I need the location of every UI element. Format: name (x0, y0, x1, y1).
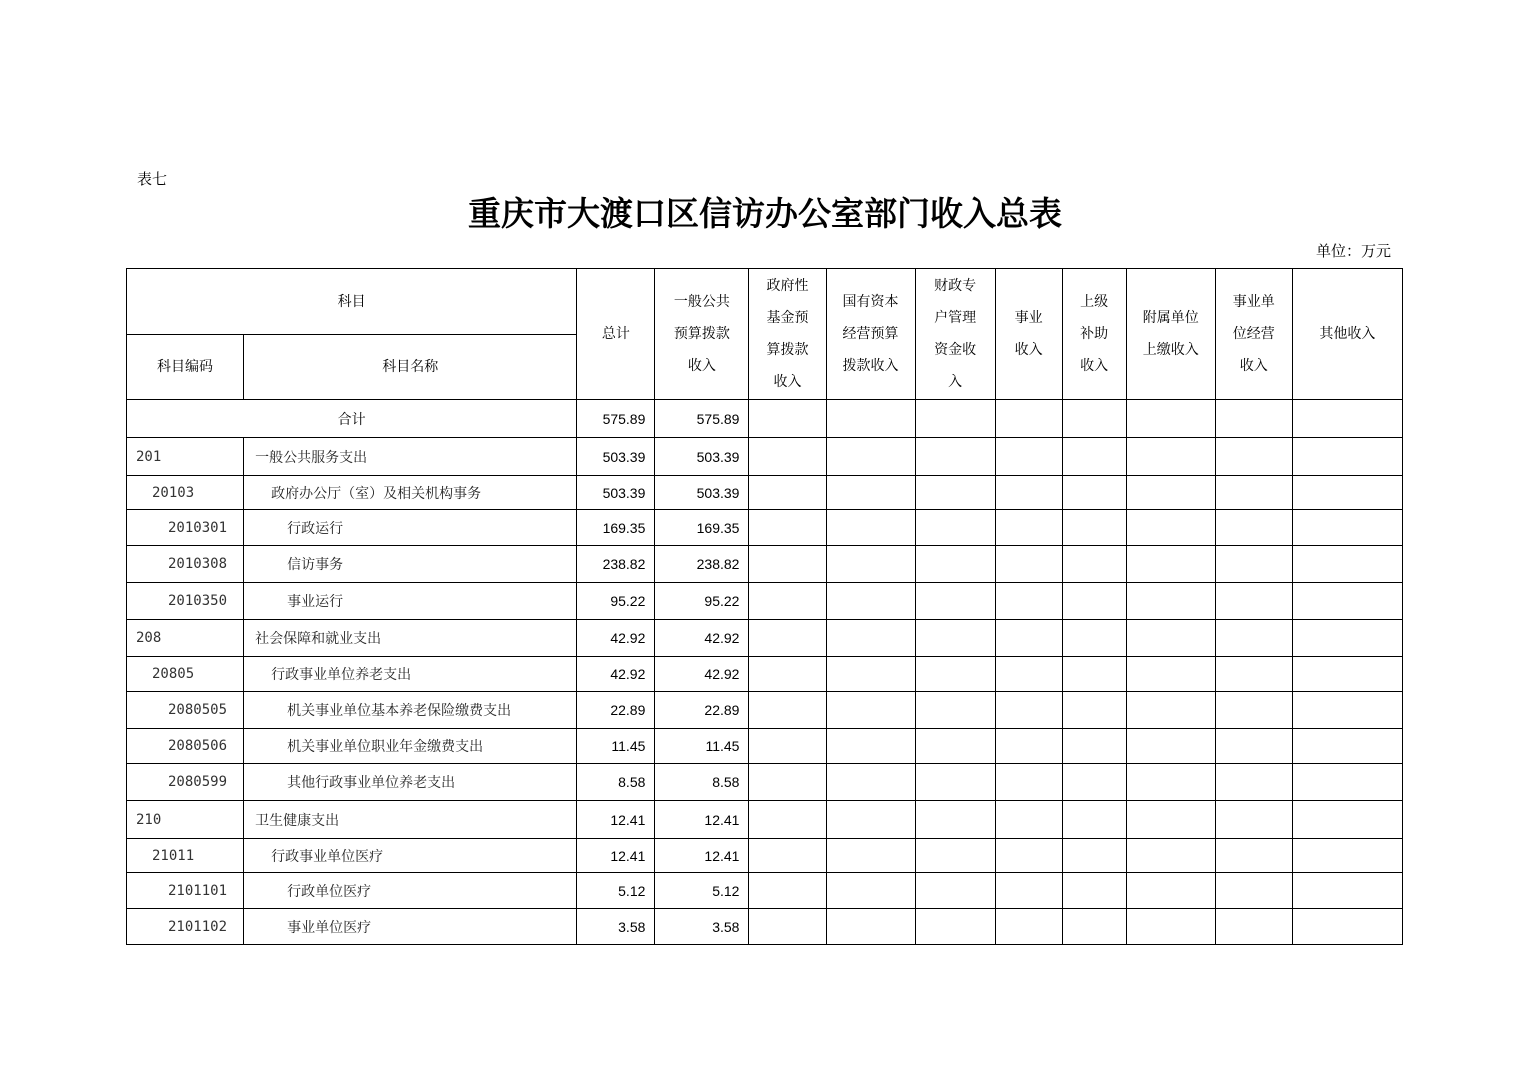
empty-cell (1215, 764, 1292, 801)
empty-cell (1126, 729, 1215, 764)
empty-cell (1126, 546, 1215, 583)
header-line: 收入 (1014, 342, 1043, 358)
empty-cell (915, 729, 995, 764)
empty-cell (915, 546, 995, 583)
empty-cell (749, 400, 826, 438)
table-row (127, 620, 1403, 657)
header-subject-code: 科目编码 (127, 335, 244, 400)
subject-name-cell: 机关事业单位职业年金缴费支出 (244, 729, 577, 764)
empty-cell (1062, 839, 1126, 873)
table-row (127, 438, 1403, 476)
empty-cell (995, 873, 1062, 909)
header-line: 户管理 (934, 310, 977, 326)
subject-name-cell: 信访事务 (244, 546, 577, 583)
empty-cell (826, 909, 915, 945)
subject-code-cell: 210 (127, 801, 244, 839)
general-budget-cell: 503.39 (655, 438, 749, 476)
subject-name-cell: 其他行政事业单位养老支出 (244, 764, 577, 801)
empty-cell (749, 909, 826, 945)
empty-cell (1292, 839, 1402, 873)
general-budget-cell: 95.22 (655, 583, 749, 620)
subject-name-cell: 行政单位医疗 (244, 873, 577, 909)
empty-cell (1126, 620, 1215, 657)
empty-cell (1062, 657, 1126, 692)
subject-code-cell: 2080599 (127, 764, 244, 801)
empty-cell (1292, 909, 1402, 945)
empty-cell (1292, 801, 1402, 839)
table-row (127, 909, 1403, 945)
empty-cell (749, 692, 826, 729)
header-business-income (995, 269, 1062, 400)
subject-name-cell: 机关事业单位基本养老保险缴费支出 (244, 692, 577, 729)
empty-cell (995, 583, 1062, 620)
empty-cell (995, 764, 1062, 801)
subject-code-cell: 208 (127, 620, 244, 657)
header-affiliated-remit (1126, 269, 1215, 400)
table-row (127, 764, 1403, 801)
empty-cell (995, 801, 1062, 839)
total-total: 575.89 (577, 400, 655, 438)
table-row (127, 657, 1403, 692)
subject-code-cell: 2080505 (127, 692, 244, 729)
subject-name-cell: 社会保障和就业支出 (244, 620, 577, 657)
general-budget-cell: 238.82 (655, 546, 749, 583)
empty-cell (995, 476, 1062, 510)
general-budget-cell: 22.89 (655, 692, 749, 729)
unit-label: 单位：万元 (1315, 242, 1391, 260)
empty-cell (995, 657, 1062, 692)
empty-cell (749, 801, 826, 839)
empty-cell (1126, 400, 1215, 438)
header-state-capital (826, 269, 915, 400)
empty-cell (1126, 801, 1215, 839)
empty-cell (826, 510, 915, 546)
subject-code-cell: 2101102 (127, 909, 244, 945)
header-row-1 (127, 269, 1403, 335)
subject-name-cell: 事业单位医疗 (244, 909, 577, 945)
header-fiscal-special (915, 269, 995, 400)
empty-cell (1126, 476, 1215, 510)
empty-cell (1062, 583, 1126, 620)
total-cell: 95.22 (577, 583, 655, 620)
empty-cell (995, 620, 1062, 657)
empty-cell (826, 692, 915, 729)
subject-code-cell: 2010301 (127, 510, 244, 546)
header-line: 收入 (1239, 358, 1268, 374)
subject-code-cell: 2080506 (127, 729, 244, 764)
empty-cell (749, 476, 826, 510)
empty-cell (1126, 692, 1215, 729)
empty-cell (1215, 729, 1292, 764)
empty-cell (915, 909, 995, 945)
empty-cell (826, 400, 915, 438)
empty-cell (1215, 657, 1292, 692)
subject-name-cell: 行政事业单位医疗 (244, 839, 577, 873)
empty-cell (915, 873, 995, 909)
empty-cell (749, 729, 826, 764)
general-budget-cell: 169.35 (655, 510, 749, 546)
empty-cell (749, 438, 826, 476)
header-line: 附属单位 (1142, 310, 1199, 326)
general-budget-cell: 12.41 (655, 801, 749, 839)
total-cell: 8.58 (577, 764, 655, 801)
header-other-income: 其他收入 (1292, 269, 1402, 400)
empty-cell (826, 839, 915, 873)
empty-cell (1292, 438, 1402, 476)
empty-cell (915, 583, 995, 620)
empty-cell (1292, 657, 1402, 692)
empty-cell (1292, 873, 1402, 909)
empty-cell (1292, 583, 1402, 620)
header-line: 财政专 (934, 278, 977, 294)
empty-cell (1292, 476, 1402, 510)
empty-cell (995, 400, 1062, 438)
empty-cell (1292, 400, 1402, 438)
empty-cell (1292, 692, 1402, 729)
total-general-budget: 575.89 (655, 400, 749, 438)
empty-cell (1215, 438, 1292, 476)
subject-name-cell: 一般公共服务支出 (244, 438, 577, 476)
empty-cell (749, 839, 826, 873)
empty-cell (1215, 510, 1292, 546)
empty-cell (1215, 909, 1292, 945)
general-budget-cell: 8.58 (655, 764, 749, 801)
empty-cell (1062, 873, 1126, 909)
empty-cell (826, 729, 915, 764)
general-budget-cell: 42.92 (655, 657, 749, 692)
table-row (127, 476, 1403, 510)
subject-code-cell: 201 (127, 438, 244, 476)
header-line: 入 (948, 374, 963, 390)
header-line: 经营预算 (842, 326, 899, 342)
header-line: 上缴收入 (1142, 342, 1199, 358)
subject-name-cell: 卫生健康支出 (244, 801, 577, 839)
empty-cell (1126, 873, 1215, 909)
header-line: 位经营 (1232, 326, 1275, 342)
total-row (127, 400, 1403, 438)
empty-cell (749, 657, 826, 692)
general-budget-cell: 42.92 (655, 620, 749, 657)
total-cell: 12.41 (577, 801, 655, 839)
empty-cell (1215, 476, 1292, 510)
total-cell: 11.45 (577, 729, 655, 764)
empty-cell (749, 873, 826, 909)
empty-cell (1215, 583, 1292, 620)
header-line: 上级 (1080, 294, 1109, 310)
subject-name-cell: 行政事业单位养老支出 (244, 657, 577, 692)
empty-cell (826, 620, 915, 657)
table-row (127, 839, 1403, 873)
empty-cell (1215, 546, 1292, 583)
empty-cell (1215, 839, 1292, 873)
empty-cell (915, 801, 995, 839)
table-row (127, 583, 1403, 620)
total-cell: 42.92 (577, 657, 655, 692)
header-subject: 科目 (127, 269, 577, 335)
table-row (127, 546, 1403, 583)
header-line: 拨款收入 (842, 358, 899, 374)
subject-code-cell: 21011 (127, 839, 244, 873)
table-row (127, 801, 1403, 839)
general-budget-cell: 5.12 (655, 873, 749, 909)
page-title: 重庆市大渡口区信访办公室部门收入总表 (468, 194, 1062, 233)
subject-name-cell: 事业运行 (244, 583, 577, 620)
empty-cell (826, 873, 915, 909)
empty-cell (995, 546, 1062, 583)
empty-cell (995, 438, 1062, 476)
empty-cell (915, 438, 995, 476)
empty-cell (1062, 546, 1126, 583)
empty-cell (826, 801, 915, 839)
empty-cell (749, 764, 826, 801)
empty-cell (915, 400, 995, 438)
subject-code-cell: 2010308 (127, 546, 244, 583)
general-budget-cell: 11.45 (655, 729, 749, 764)
empty-cell (1215, 400, 1292, 438)
empty-cell (1292, 620, 1402, 657)
empty-cell (995, 510, 1062, 546)
empty-cell (995, 692, 1062, 729)
table-row (127, 729, 1403, 764)
subject-code-cell: 20805 (127, 657, 244, 692)
empty-cell (915, 839, 995, 873)
empty-cell (749, 583, 826, 620)
empty-cell (1062, 510, 1126, 546)
table-row (127, 692, 1403, 729)
table-number: 表七 (137, 170, 168, 188)
subject-code-cell: 2101101 (127, 873, 244, 909)
general-budget-cell: 12.41 (655, 839, 749, 873)
empty-cell (1126, 764, 1215, 801)
total-cell: 12.41 (577, 839, 655, 873)
empty-cell (1062, 476, 1126, 510)
empty-cell (995, 839, 1062, 873)
total-cell: 503.39 (577, 438, 655, 476)
subject-name-cell: 政府办公厅（室）及相关机构事务 (244, 476, 577, 510)
empty-cell (1215, 801, 1292, 839)
empty-cell (1062, 764, 1126, 801)
general-budget-cell: 3.58 (655, 909, 749, 945)
empty-cell (1215, 692, 1292, 729)
header-line: 基金预 (766, 310, 809, 326)
empty-cell (1062, 620, 1126, 657)
empty-cell (826, 476, 915, 510)
header-total: 总计 (577, 269, 655, 400)
empty-cell (915, 620, 995, 657)
header-line: 收入 (773, 374, 802, 390)
total-cell: 5.12 (577, 873, 655, 909)
header-line: 算拨款 (766, 342, 809, 358)
total-cell: 238.82 (577, 546, 655, 583)
empty-cell (1292, 764, 1402, 801)
header-business-operation (1215, 269, 1292, 400)
header-gov-fund (749, 269, 826, 400)
header-line: 收入 (1080, 358, 1109, 374)
header-superior-subsidy (1062, 269, 1126, 400)
total-cell: 22.89 (577, 692, 655, 729)
empty-cell (1292, 729, 1402, 764)
subject-code-cell: 20103 (127, 476, 244, 510)
general-budget-cell: 503.39 (655, 476, 749, 510)
empty-cell (1292, 546, 1402, 583)
empty-cell (915, 510, 995, 546)
empty-cell (1062, 438, 1126, 476)
total-cell: 503.39 (577, 476, 655, 510)
subject-code-cell: 2010350 (127, 583, 244, 620)
empty-cell (1062, 909, 1126, 945)
header-line: 一般公共 (673, 294, 730, 310)
header-line: 补助 (1080, 326, 1109, 342)
empty-cell (826, 546, 915, 583)
table-row (127, 873, 1403, 909)
empty-cell (826, 657, 915, 692)
empty-cell (915, 657, 995, 692)
subject-name-cell: 行政运行 (244, 510, 577, 546)
empty-cell (826, 438, 915, 476)
income-summary-table (126, 268, 1403, 945)
empty-cell (1215, 620, 1292, 657)
header-line: 事业单 (1232, 294, 1275, 310)
header-line: 政府性 (766, 278, 809, 294)
empty-cell (1126, 909, 1215, 945)
empty-cell (1126, 438, 1215, 476)
empty-cell (1062, 692, 1126, 729)
total-cell: 3.58 (577, 909, 655, 945)
empty-cell (826, 764, 915, 801)
header-line: 事业 (1014, 310, 1043, 326)
empty-cell (1062, 801, 1126, 839)
header-line: 国有资本 (842, 294, 899, 310)
header-line: 收入 (687, 358, 716, 374)
empty-cell (1126, 657, 1215, 692)
empty-cell (1062, 729, 1126, 764)
empty-cell (1126, 839, 1215, 873)
empty-cell (1126, 510, 1215, 546)
empty-cell (915, 476, 995, 510)
empty-cell (1126, 583, 1215, 620)
empty-cell (749, 620, 826, 657)
header-line: 预算拨款 (673, 326, 730, 342)
empty-cell (915, 764, 995, 801)
table-row (127, 510, 1403, 546)
total-cell: 169.35 (577, 510, 655, 546)
empty-cell (1062, 400, 1126, 438)
empty-cell (915, 692, 995, 729)
header-line: 资金收 (934, 342, 977, 358)
empty-cell (749, 546, 826, 583)
header-subject-name: 科目名称 (244, 335, 577, 400)
empty-cell (1215, 873, 1292, 909)
empty-cell (995, 909, 1062, 945)
total-label: 合计 (127, 400, 577, 438)
header-general-budget (655, 269, 749, 400)
total-cell: 42.92 (577, 620, 655, 657)
empty-cell (1292, 510, 1402, 546)
empty-cell (995, 729, 1062, 764)
empty-cell (749, 510, 826, 546)
empty-cell (826, 583, 915, 620)
